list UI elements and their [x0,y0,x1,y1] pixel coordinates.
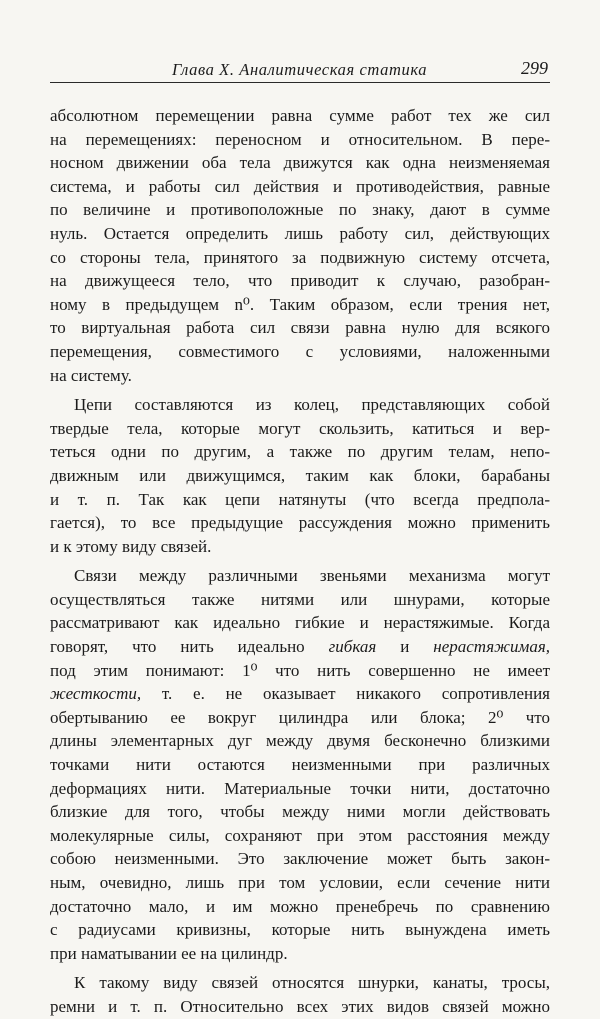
text-line: длины элементарных дуг между двумя бесконечно близкими [50,731,550,751]
text-line [50,682,550,706]
text-line: Связи между различными звеньями механизма могут [74,566,550,586]
paragraph-3 [50,564,550,965]
page-number: 299 [521,58,548,78]
text-line: обертыванию ее вокруг цилиндра или блока; 2⁰ что [50,707,550,727]
text-line: твердые тела, которые могут скользить, катиться и вер- [50,418,550,438]
text-line: деформациях нити. Материальные точки нити, достаточно [50,778,550,798]
text-line: теться одни по другим, а также по другим телам, непо- [50,442,550,462]
text-line: под этим понимают: 1⁰ что нить совершенно не имеет [50,660,550,680]
text-line: рассматривают как идеально гибкие и нерастяжимые. Когда [50,613,550,633]
text-line: абсолютном перемещении равна сумме работ тех же сил [50,106,550,125]
text-line: с радиусами кривизны, которые нить вынуждена иметь [50,920,550,940]
page-header [50,58,550,83]
text-line: на перемещениях: переносном и относительном. В пере- [50,129,550,149]
text-run: говорят, что нить идеально [50,637,329,657]
text-line: Цепи составляются из колец, представляющих собой [74,395,550,415]
text-line: движным или движущимся, таким как блоки, барабаны [50,465,550,485]
text-line: гается), то все предыдущие рассуждения можно применить [50,513,550,533]
text-line: точками нити остаются неизменными при различных [50,755,550,775]
text-line: и к этому виду связей. [50,536,212,556]
italic-term: жесткости, [50,684,142,704]
text-line: близкие для того, чтобы между ними могли действовать [50,802,550,822]
text-line: на движущееся тело, что приводит к случаю, разобран- [50,271,550,291]
running-title: Глава X. Аналитическая статика [172,60,428,79]
text-line: со стороны тела, принятого за подвижную систему отсчета, [50,247,550,267]
text-line: ному в предыдущем n⁰. Таким образом, если трения нет, [50,294,550,314]
text-line: К такому виду связей относятся шнурки, канаты, тросы, [74,973,550,993]
text-run: и [376,637,434,657]
text-line: нуль. Остается определить лишь работу сил, действующих [50,223,550,243]
text-line: носном движении оба тела движутся как одна неизменяемая [50,153,550,173]
text-line: собою неизменными. Это заключение может быть закон- [50,849,550,869]
italic-term: нерастяжимая, [433,637,550,657]
paragraph-2 [50,393,550,558]
text-line: ремни и т. п. Относительно всех этих видов связей можно [50,996,550,1016]
text-line [50,635,550,659]
text-line: по величине и противоположные по знаку, дают в сумме [50,200,550,220]
paragraph-1 [50,104,550,387]
text-line: то виртуальная работа сил связи равна нулю для всякого [50,318,550,338]
text-line: на систему. [50,365,132,385]
text-run: т. е. не оказывает никакого сопротивления [141,684,550,704]
text-line: осуществляться также нитями или шнурами, которые [50,589,550,609]
paragraph-4 [50,971,550,1018]
text-line: достаточно мало, и им можно пренебречь по сравнению [50,896,550,916]
text-line: система, и работы сил действия и противодействия, равные [50,176,550,196]
text-line: при наматывании ее на цилиндр. [50,943,288,963]
italic-term: гибкая [328,637,377,657]
body-text [50,104,550,1019]
text-line: и т. п. Так как цепи натянуты (что всегда предпола- [50,489,550,509]
text-line: молекулярные силы, сохраняют при этом расстояния между [50,825,550,845]
text-line: ным, очевидно, лишь при том условии, если сечение нити [50,873,550,892]
text-line: перемещения, совместимого с условиями, наложенными [50,341,550,361]
